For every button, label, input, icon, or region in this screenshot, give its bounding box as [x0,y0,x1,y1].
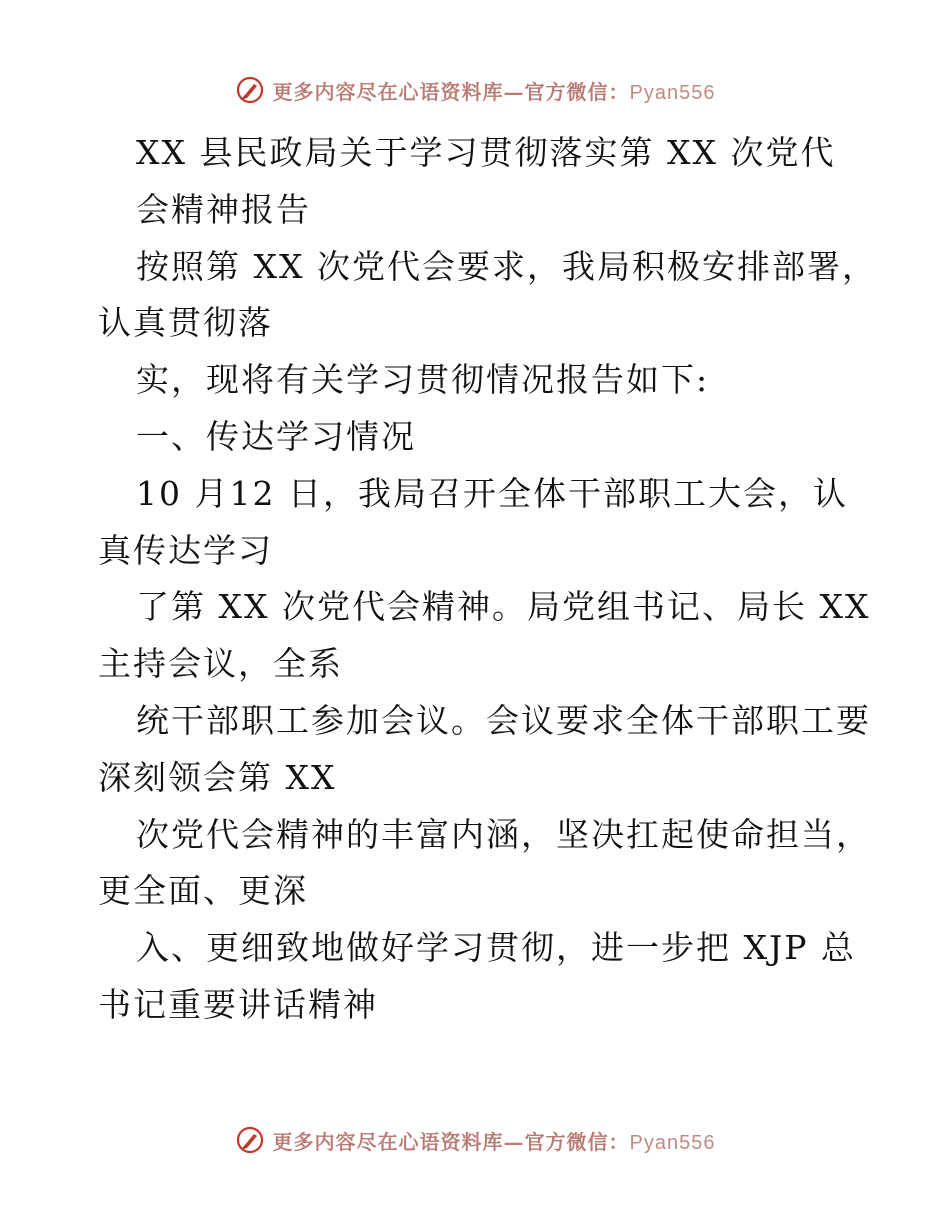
document-line: 认真贯彻落 [98,303,273,343]
document-line: 次党代会精神的丰富内涵，坚决扛起使命担当， [136,814,871,854]
document-line: 入、更细致地做好学习贯彻，进一步把 XJP 总 [136,928,856,968]
pen-logo-icon [235,75,265,105]
watermark-wechat-id: Pyan556 [629,81,716,104]
footer-watermark [0,1120,950,1160]
document-line: 更全面、更深 [98,871,308,911]
watermark-wechat-id: Pyan556 [629,1131,716,1154]
document-line: 真传达学习 [98,530,273,570]
document-line: 按照第 XX 次党代会要求，我局积极安排部署， [136,246,877,286]
document-line: 书记重要讲话精神 [98,984,378,1024]
document-line: 主持会议，全系 [98,644,343,684]
document-line: 实，现将有关学习贯彻情况报告如下: [136,360,710,400]
watermark-text [273,1126,716,1155]
watermark-label: 更多内容尽在心语资料库—官方微信： [272,1129,630,1154]
document-line: 了第 XX 次党代会精神。局党组书记、局长 XX [136,587,871,627]
document-line: 10 月12 日，我局召开全体干部职工大会，认 [136,473,848,513]
document-body [98,125,877,1034]
document-line: 深刻领会第 XX [98,757,337,797]
watermark-text [273,76,716,105]
pen-logo-icon [235,1125,265,1155]
document-line: 会精神报告 [136,189,311,229]
watermark-label: 更多内容尽在心语资料库—官方微信： [272,79,630,104]
document-line: 统干部职工参加会议。会议要求全体干部职工要 [136,700,871,740]
header-watermark [0,70,950,110]
document-line: XX 县民政局关于学习贯彻落实第 XX 次党代 [136,133,836,172]
document-line: 一、传达学习情况 [136,416,416,456]
